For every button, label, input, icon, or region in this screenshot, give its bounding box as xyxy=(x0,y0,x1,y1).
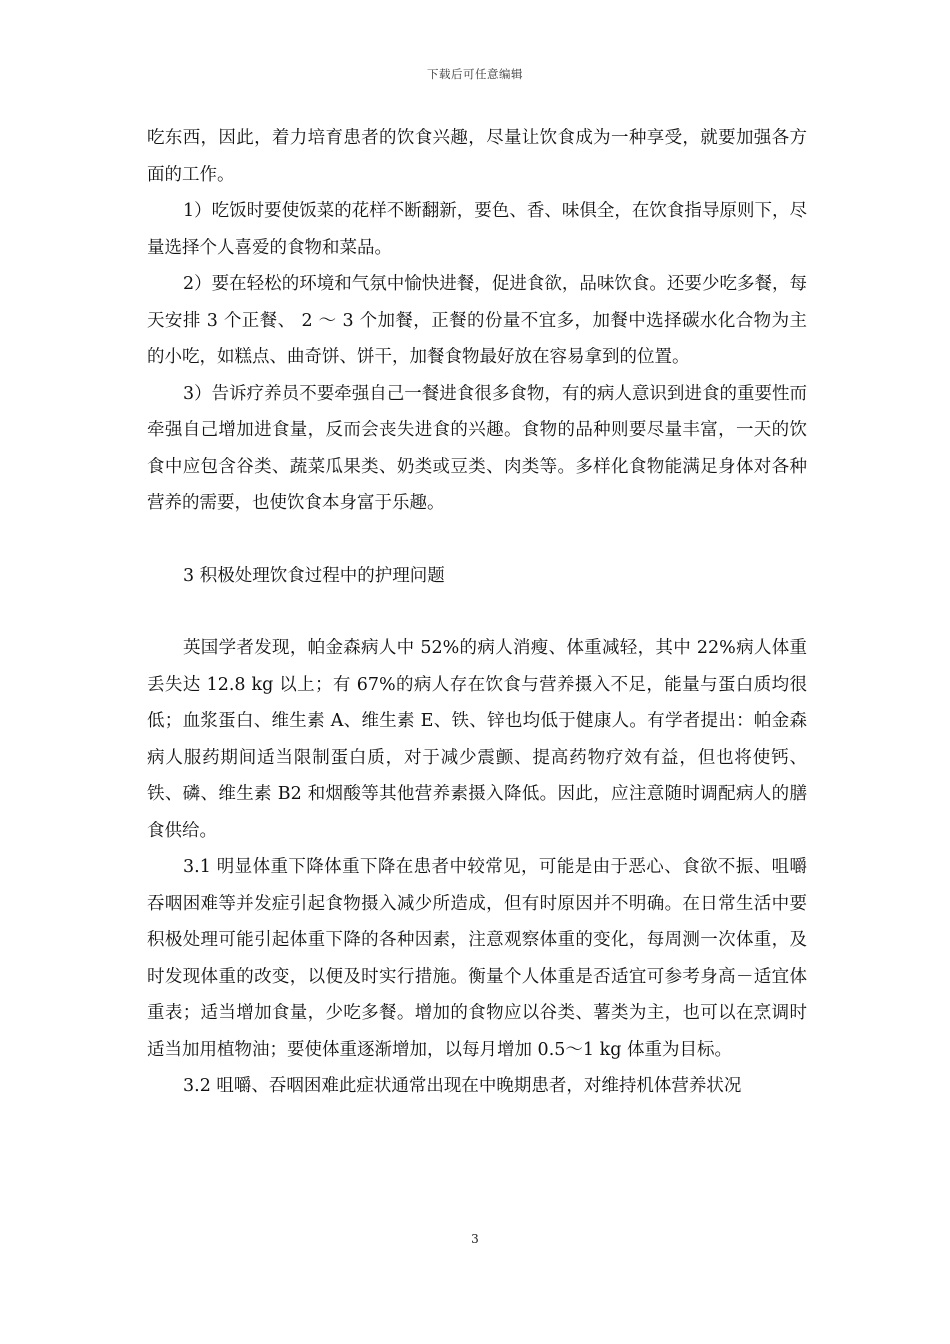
paragraph-item-2: 2）要在轻松的环境和气氛中愉快进餐，促进食欲，品味饮食。还要少吃多餐，每天安排 3 个正餐、 2 ～ 3 个加餐，正餐的份量不宜多，加餐中选择碳水化合物为主的小吃，如糕点、曲奇饼、饼干，加餐食物最好放在容易拿到的位置。 xyxy=(147,274,807,367)
page-number: 3 xyxy=(471,1232,479,1246)
page-header-note: 下载后可任意编辑 xyxy=(427,67,523,81)
paragraph-weight-loss: 3.1 明显体重下降体重下降在患者中较常见，可能是由于恶心、食欲不振、咀嚼吞咽困难等并发症引起食物摄入减少所造成，但有时原因并不明确。在日常生活中要积极处理可能引起体重下降的各种因素，注意观察体重的变化，每周测一次体重，及时发现体重的改变，以便及时实行措施。衡量个人体重是否适宜可参考身高－适宜体重表；适当增加食量，少吃多餐。增加的食物应以谷类、薯类为主，也可以在烹调时适当加用植物油；要使体重逐渐增加，以每月增加 0.5～1 kg 体重为目标。 xyxy=(147,857,807,1060)
paragraph-british-study: 英国学者发现，帕金森病人中 52%的病人消瘦、体重减轻，其中 22%病人体重丢失达 12.8 kg 以上；有 67%的病人存在饮食与营养摄入不足，能量与蛋白质均很低；血浆蛋白、维生素 A、维生素 E、铁、锌也均低于健康人。有学者提出：帕金森病人服药期间适当限制蛋白质，对于减少震颤、提高药物疗效有益，但也将使钙、铁、磷、维生素 B2 和烟酸等其他营养素摄入降低。因此，应注意随时调配病人的膳食供给。 xyxy=(147,638,807,841)
paragraph-item-1: 1）吃饭时要使饭菜的花样不断翻新，要色、香、味俱全，在饮食指导原则下，尽量选择个人喜爱的食物和菜品。 xyxy=(147,201,807,258)
document-body xyxy=(147,120,807,1105)
section-heading: 3 积极处理饮食过程中的护理问题 xyxy=(183,565,445,586)
paragraph-item-3: 3）告诉疗养员不要牵强自己一餐进食很多食物，有的病人意识到进食的重要性而牵强自己增加进食量，反而会丧失进食的兴趣。食物的品种则要尽量丰富，一天的饮食中应包含谷类、蔬菜瓜果类、奶类或豆类、肉类等。多样化食物能满足身体对各种营养的需要，也使饮食本身富于乐趣。 xyxy=(147,383,807,513)
paragraph-intro-continued: 吃东西，因此，着力培育患者的饮食兴趣，尽量让饮食成为一种享受，就要加强各方面的工作。 xyxy=(147,128,807,185)
paragraph-swallowing: 3.2 咀嚼、吞咽困难此症状通常出现在中晚期患者，对维持机体营养状况 xyxy=(183,1076,742,1096)
